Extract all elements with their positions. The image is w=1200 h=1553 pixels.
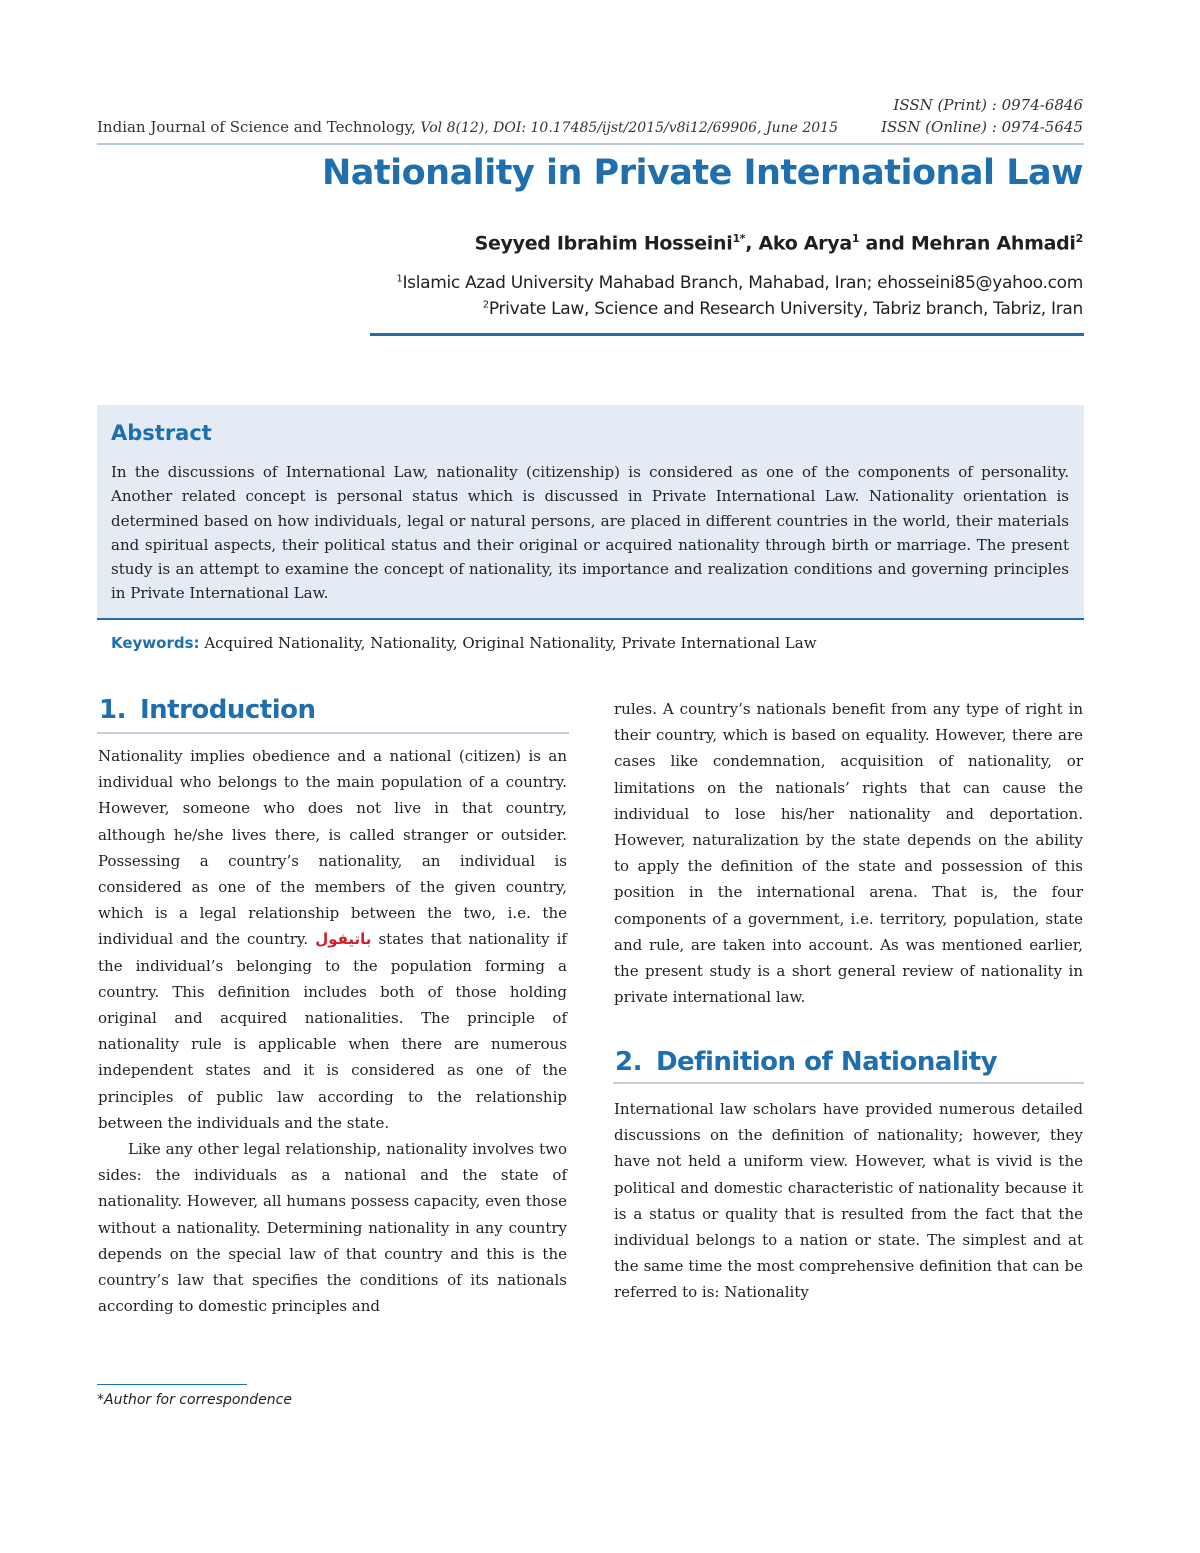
author-name: Seyyed Ibrahim Hosseini [474, 232, 733, 255]
section-heading-introduction [99, 695, 316, 725]
left-column [98, 743, 567, 1319]
author-affiliation-mark: 1 [851, 232, 860, 245]
affiliation-divider [370, 333, 1084, 336]
author-list [475, 232, 1083, 254]
affiliation-text: Islamic Azad University Mahabad Branch, Mahabad, Iran; ehosseini85@yahoo.com [402, 273, 1083, 293]
header-divider [97, 143, 1084, 145]
footnote: *Author for correspondence [97, 1392, 292, 1408]
paragraph [98, 743, 567, 1136]
section-number: 1. [99, 695, 126, 725]
persian-name: باتیفول [315, 930, 372, 949]
section-divider [97, 732, 569, 734]
author-separator: , [745, 232, 759, 255]
keywords-label: Keywords: [111, 634, 200, 652]
paragraph-text: states that nationality if the individual’s belonging to the population forming a country. This definition includes both of those holding original and acquired nationalities. The principle of nationality rule is applicable when there are numerous independent states and it is considered as one of the principles of public law according to the relationship between the individuals and the state. [98, 930, 567, 1132]
journal-name: Indian Journal of Science and Technology, [97, 118, 416, 136]
journal-volume-doi: Vol 8(12), DOI: 10.17485/ijst/2015/v8i12/69906, June 2015 [415, 120, 838, 136]
author-name: Ako Arya [758, 232, 852, 255]
author-affiliation-mark: 2 [1075, 232, 1083, 245]
issn-online: ISSN (Online) : 0974-5645 [881, 118, 1083, 136]
keywords [111, 634, 1071, 652]
keywords-text: Acquired Nationality, Nationality, Original Nationality, Private International Law [199, 634, 817, 652]
section-number: 2. [615, 1047, 642, 1077]
author-name: Mehran Ahmadi [910, 232, 1076, 255]
right-column-continuation [614, 696, 1083, 1010]
affiliation-mark: 1 [396, 273, 403, 285]
affiliation-1 [396, 273, 1083, 293]
paragraph: International law scholars have provided numerous detailed discussions on the definition of nationality; however, they have not held a uniform view. However, what is vivid is the political and domestic characteristic of nationality because it is a status or quality that is resulted from the fact that the individual belongs to a nation or state. The simplest and at the same time the most comprehensive definition that can be referred to is: Nationality [614, 1100, 1083, 1302]
section-title: Definition of Nationality [655, 1047, 998, 1077]
affiliation-text: Private Law, Science and Research University, Tabriz branch, Tabriz, Iran [488, 299, 1083, 319]
affiliation-mark: 2 [482, 299, 489, 311]
section-divider [613, 1082, 1084, 1084]
abstract-heading: Abstract [111, 421, 212, 445]
author-separator: and [859, 232, 911, 255]
section-heading-definition [615, 1047, 997, 1077]
issn-print: ISSN (Print) : 0974-6846 [893, 96, 1083, 114]
journal-citation [97, 118, 838, 136]
paragraph-text: Nationality implies obedience and a national (citizen) is an individual who belongs to the main population of a country. However, someone who does not live in that country, although he/she lives there, is called stranger or outsider. Possessing a country’s nationality, an individual is considered as one of the members of the given country, which is a legal relationship between the two, i.e. the individual and the country. [98, 747, 567, 949]
abstract-text: In the discussions of International Law, nationality (citizenship) is considered as one of the components of personality. Another related concept is personal status which is discussed in Private International Law. Nationality orientation is determined based on how individuals, legal or natural persons, are placed in different countries in the world, their materials and spiritual aspects, their political status and their original or acquired nationality through birth or marriage. The present study is an attempt to examine the concept of nationality, its importance and realization conditions and governing principles in Private International Law. [111, 463, 1069, 603]
footnote-divider [97, 1384, 247, 1385]
section-title: Introduction [139, 695, 316, 725]
author-affiliation-mark: 1* [732, 232, 746, 245]
affiliation-2 [483, 299, 1083, 319]
paragraph: Like any other legal relationship, nationality involves two sides: the individuals as a national and the state of nationality. However, all humans possess capacity, even those without a nationality. Determining nationality in any country depends on the special law of that country and this is the country’s law that specifies the conditions of its nationals according to domestic principles and [98, 1140, 568, 1316]
paper-title: Nationality in Private International Law [322, 153, 1083, 193]
right-column-section2 [614, 1096, 1083, 1306]
paragraph: rules. A country’s nationals benefit from any type of right in their country, which is based on equality. However, there are cases like condemnation, acquisition of nationality, or limitations on the nationals’ rights that can cause the individual to lose his/her nationality and deportation. However, naturalization by the state depends on the ability to apply the definition of the state and possession of this position in the international arena. That is, the four components of a government, i.e. territory, population, state and rule, are taken into account. As was mentioned earlier, the present study is a short general review of nationality in private international law. [614, 700, 1083, 1007]
